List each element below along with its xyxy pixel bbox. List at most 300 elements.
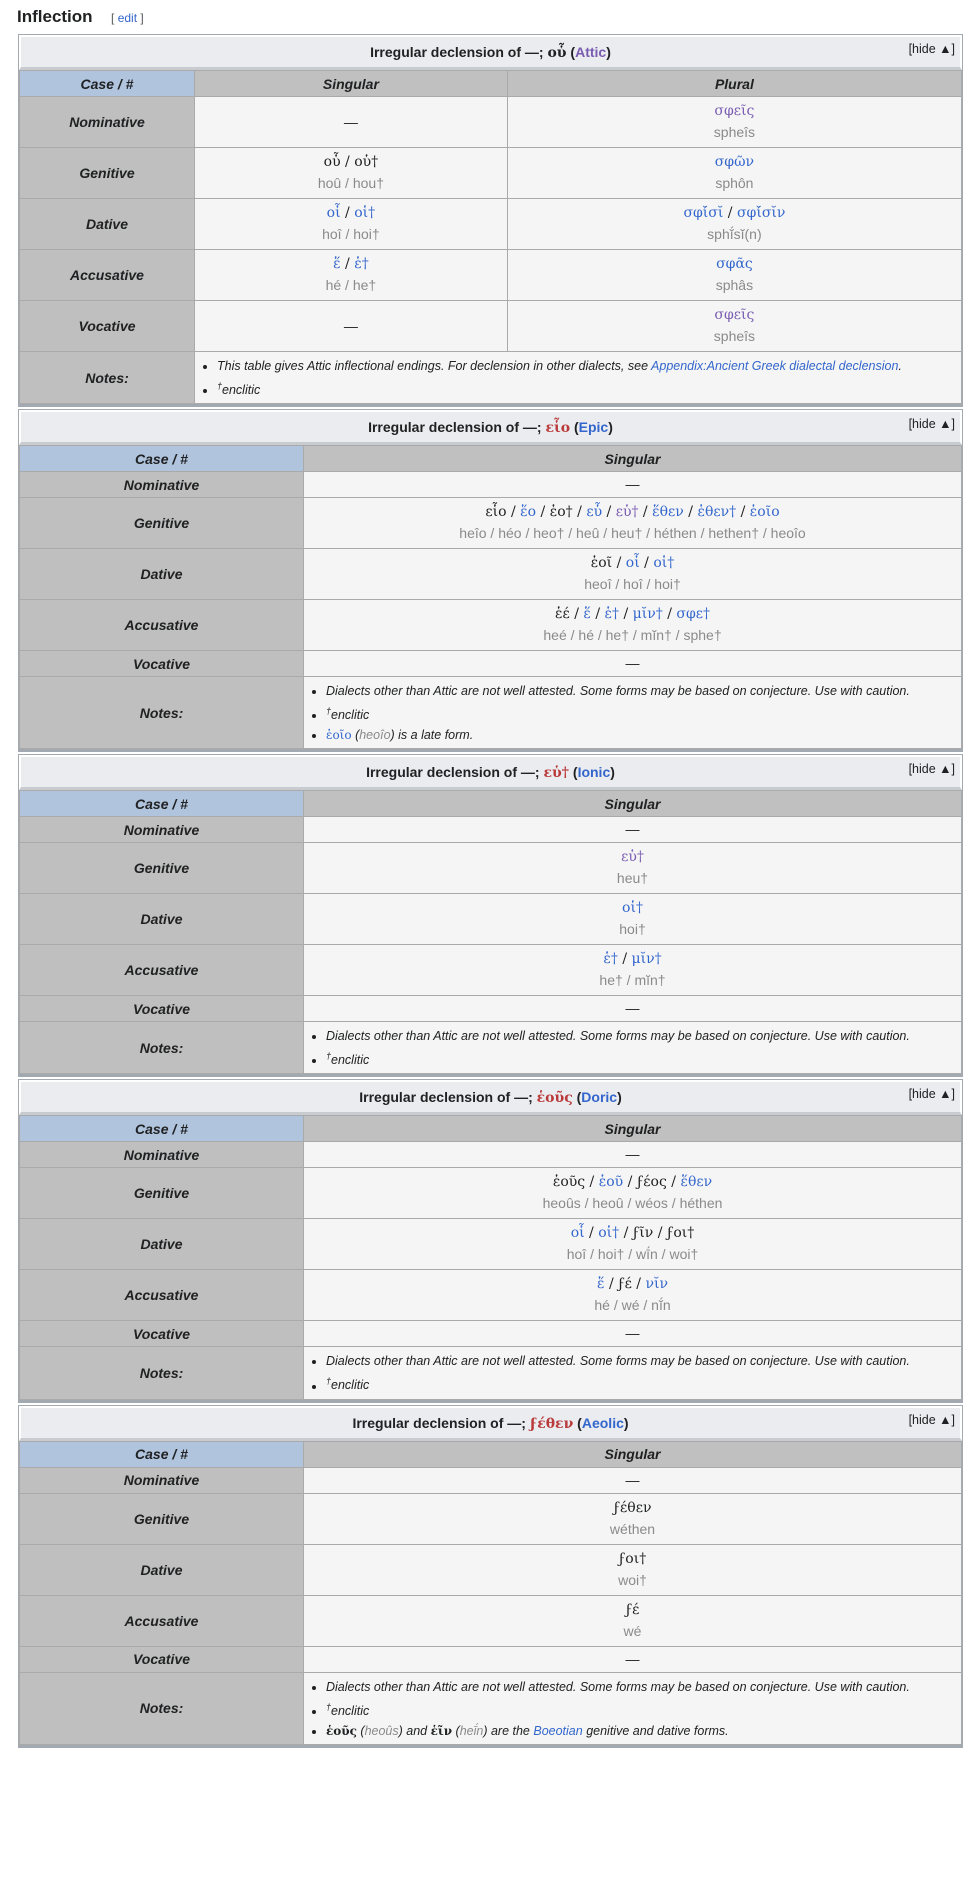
row-genitive <box>20 498 962 549</box>
row-nominative <box>20 817 962 843</box>
empty-dash: — <box>625 1000 640 1017</box>
form-text: οὑ† <box>354 154 379 170</box>
form-link[interactable]: ἕο <box>520 504 537 521</box>
edit-link[interactable]: edit <box>117 11 138 25</box>
form-cell <box>195 301 508 352</box>
form-link[interactable]: εἷο <box>545 420 571 437</box>
form-link[interactable]: ἑ† <box>603 951 618 968</box>
note-text: ) are the <box>483 1723 534 1738</box>
form-cell <box>304 945 962 996</box>
row-nominative <box>20 97 962 148</box>
note-item <box>217 376 955 400</box>
note-form-link[interactable]: ἑοῖο <box>326 728 352 743</box>
greek-forms <box>310 898 955 919</box>
note-text: ( <box>452 1723 460 1738</box>
row-nominative <box>20 472 962 498</box>
column-header-singular: Singular <box>304 1441 962 1467</box>
note-text: enclitic <box>331 1053 370 1068</box>
transliteration: hé / he† <box>325 277 377 293</box>
dagger-sup: † <box>326 1051 332 1062</box>
separator: / <box>683 504 698 521</box>
paren-open: ( <box>566 44 576 60</box>
row-accusative <box>20 945 962 996</box>
form-cell <box>507 250 961 301</box>
form-cell <box>304 1467 962 1493</box>
form-cell <box>304 843 962 894</box>
greek-forms <box>310 553 955 574</box>
separator: / <box>340 154 355 170</box>
case-label: Nominative <box>20 1142 304 1168</box>
case-label: Dative <box>20 1544 304 1595</box>
form-link[interactable]: ἑ† <box>604 606 620 623</box>
case-label: Genitive <box>20 843 304 894</box>
greek-forms <box>310 604 955 625</box>
row-notes <box>20 1672 962 1744</box>
notes-label: Notes: <box>20 352 195 404</box>
note-item <box>217 356 955 376</box>
note-item <box>326 1697 955 1721</box>
note-item <box>326 1351 955 1371</box>
headword <box>530 1416 573 1432</box>
greek-forms <box>310 949 955 970</box>
form-link[interactable]: εὑ† <box>621 849 644 866</box>
transliteration: he† / mĭn† <box>599 972 666 989</box>
paren-close: ) <box>610 764 615 781</box>
bracket-open: [ <box>111 11 118 25</box>
declension-grid <box>19 790 962 1074</box>
form-link[interactable]: μῐν† <box>631 951 662 968</box>
form-text: ϝέος <box>636 1174 667 1191</box>
form-cell <box>304 996 962 1022</box>
transliteration: sphôn <box>715 175 754 191</box>
notes-list <box>308 681 955 745</box>
note-form: ἑοῦς <box>326 1723 357 1738</box>
row-genitive <box>20 1168 962 1219</box>
form-link[interactable]: εὑ† <box>543 765 569 782</box>
form-cell <box>195 148 508 199</box>
row-genitive <box>20 148 962 199</box>
form-text: οὗ <box>323 154 341 170</box>
row-vocative <box>20 1321 962 1347</box>
form-cell <box>304 549 962 600</box>
greek-forms <box>310 1172 955 1193</box>
form-link[interactable]: ἑοῦς <box>536 1090 573 1107</box>
empty-dash: — <box>625 476 640 493</box>
empty-dash: — <box>625 1471 640 1488</box>
header-row <box>20 71 962 97</box>
form-cell <box>304 894 962 945</box>
form-link[interactable]: ἑοῖο <box>749 504 780 521</box>
notes-cell <box>304 677 962 749</box>
form-text: εἷο <box>485 504 507 521</box>
case-label: Nominative <box>20 1467 304 1493</box>
case-label: Accusative <box>20 945 304 996</box>
transliteration: hoî / hoi† / wī́n / woi† <box>566 1246 699 1263</box>
header-row <box>20 1441 962 1467</box>
separator: / <box>653 1225 667 1242</box>
form-cell <box>195 199 508 250</box>
empty-dash: — <box>625 1650 640 1667</box>
note-text: This table gives Attic inflectional endings. For declension in other dialects, see <box>217 359 652 373</box>
greek-forms <box>514 254 955 275</box>
dialect-link[interactable]: Attic <box>575 44 607 60</box>
hide-toggle[interactable]: [hide ▲] <box>908 42 955 56</box>
form-text: ἑο† <box>549 504 573 521</box>
case-label: Vocative <box>20 1646 304 1672</box>
note-item <box>326 1371 955 1395</box>
greek-forms <box>310 1223 955 1244</box>
greek-forms <box>310 847 955 868</box>
separator: / <box>340 205 355 221</box>
form-cell <box>304 817 962 843</box>
case-label: Dative <box>20 549 304 600</box>
notes-cell <box>195 352 962 404</box>
form-link[interactable]: οἱ† <box>653 555 675 572</box>
form-text: ἑοῖ <box>590 555 613 572</box>
table-title <box>19 1406 962 1441</box>
title-prefix: Irregular declension of —; <box>359 1089 537 1106</box>
empty-dash: — <box>625 1325 640 1342</box>
greek-forms <box>310 1498 955 1519</box>
dialect-link[interactable]: Aeolic <box>581 1414 624 1431</box>
note-text: enclitic <box>222 383 261 398</box>
row-dative <box>20 1544 962 1595</box>
form-cell <box>195 97 508 148</box>
row-nominative <box>20 1467 962 1493</box>
form-link[interactable]: σφῐ́σῐ <box>683 205 724 221</box>
greek-forms <box>310 1549 955 1570</box>
notes-list <box>199 356 955 400</box>
headword <box>547 45 566 61</box>
notes-list <box>308 1677 955 1741</box>
greek-forms <box>310 502 955 523</box>
notes-cell <box>304 1672 962 1744</box>
form-link[interactable]: οἷ <box>326 205 341 221</box>
case-label: Nominative <box>20 472 304 498</box>
form-cell <box>304 1595 962 1646</box>
form-text: ἑέ <box>554 606 570 623</box>
row-accusative <box>20 600 962 651</box>
declension-table-ionic <box>18 754 963 1077</box>
note-item <box>326 1677 955 1697</box>
form-link[interactable]: ἑ† <box>354 256 369 272</box>
note-text: ) is a late form. <box>390 728 474 743</box>
column-header-singular: Singular <box>304 791 962 817</box>
form-link[interactable]: ἕ <box>583 606 591 623</box>
form-cell <box>304 1321 962 1347</box>
edit-section <box>111 11 144 25</box>
column-header-singular: Singular <box>304 446 962 472</box>
form-link[interactable]: σφε† <box>676 606 711 623</box>
separator: / <box>536 504 550 521</box>
form-link[interactable]: ἕ <box>596 1276 605 1293</box>
dagger-sup: † <box>326 1376 332 1387</box>
title-prefix: Irregular declension of —; <box>352 1414 530 1431</box>
greek-forms <box>201 254 501 275</box>
row-notes <box>20 1022 962 1074</box>
note-item <box>326 681 955 701</box>
form-text: ἑοῦς <box>552 1174 586 1191</box>
form-cell <box>507 148 961 199</box>
row-dative <box>20 199 962 250</box>
transliteration: hoî / hoi† <box>322 226 380 242</box>
case-header: Case / # <box>20 1441 304 1467</box>
separator: / <box>662 606 677 623</box>
case-label: Dative <box>20 894 304 945</box>
paren-close: ) <box>608 419 613 436</box>
hide-toggle[interactable]: [hide ▲] <box>908 1412 955 1427</box>
dialect-link[interactable]: Ionic <box>577 764 611 781</box>
form-cell <box>304 1142 962 1168</box>
dialect-link[interactable]: Doric <box>581 1089 618 1106</box>
transliteration: heoî / hoî / hoi† <box>584 576 681 593</box>
form-link[interactable]: ϝέθεν <box>529 1415 574 1432</box>
note-translit: heoûs <box>364 1723 399 1738</box>
paren-close: ) <box>617 1089 622 1106</box>
form-link[interactable]: σφᾶς <box>716 256 753 272</box>
form-link[interactable]: ἑοῦ <box>598 1174 624 1191</box>
form-link[interactable]: οἷ <box>625 555 640 572</box>
note-text: ( <box>356 1723 365 1738</box>
row-vocative <box>20 651 962 677</box>
greek-forms <box>514 101 955 122</box>
form-cell <box>304 498 962 549</box>
case-label: Accusative <box>20 250 195 301</box>
case-label: Vocative <box>20 301 195 352</box>
case-label: Accusative <box>20 600 304 651</box>
empty-dash: — <box>343 113 358 130</box>
case-label: Genitive <box>20 498 304 549</box>
form-text: ϝοι† <box>666 1225 695 1242</box>
form-link[interactable]: εὑ† <box>615 504 639 521</box>
separator: / <box>623 1174 637 1191</box>
column-header-singular: Singular <box>195 71 508 97</box>
greek-forms <box>310 1600 955 1621</box>
form-text: οὗ <box>547 45 567 61</box>
note-text: genitive and dative forms. <box>582 1723 729 1738</box>
row-notes <box>20 677 962 749</box>
notes-label: Notes: <box>20 677 304 749</box>
dagger-sup: † <box>326 706 332 717</box>
row-notes <box>20 352 962 404</box>
note-item <box>326 1026 955 1046</box>
case-header: Case / # <box>20 791 304 817</box>
form-cell <box>507 301 961 352</box>
transliteration: heoûs / heoû / wéos / héthen <box>542 1195 723 1212</box>
form-cell <box>304 651 962 677</box>
case-label: Vocative <box>20 1321 304 1347</box>
empty-dash: — <box>343 317 358 334</box>
separator: / <box>736 504 750 521</box>
form-link[interactable]: οἱ† <box>622 900 643 917</box>
separator: / <box>585 1174 599 1191</box>
note-text: Dialects other than Attic are not well attested. Some forms may be based on conjecture. Use with caution. <box>326 1354 910 1369</box>
form-cell <box>304 1168 962 1219</box>
separator: / <box>340 256 355 272</box>
table-title <box>19 1080 962 1115</box>
declension-table-epic <box>18 409 963 752</box>
header-row <box>20 1116 962 1142</box>
declension-grid <box>19 1115 962 1399</box>
form-link[interactable]: ἕθεν <box>652 504 684 521</box>
separator: / <box>602 504 616 521</box>
note-text: enclitic <box>331 708 370 723</box>
note-text: enclitic <box>331 1378 370 1393</box>
form-link[interactable]: εὗ <box>586 504 603 521</box>
form-text: ϝέ <box>618 1276 632 1293</box>
table-title <box>19 35 962 70</box>
paren-open: ( <box>572 1089 582 1106</box>
case-header: Case / # <box>20 1116 304 1142</box>
separator: / <box>569 606 584 623</box>
form-link[interactable]: ἕ <box>333 256 341 272</box>
row-genitive <box>20 843 962 894</box>
case-label: Genitive <box>20 1493 304 1544</box>
transliteration: hé / wé / nĭ́n <box>594 1297 671 1314</box>
separator: / <box>619 1225 633 1242</box>
column-header-singular: Singular <box>304 1116 962 1142</box>
notes-label: Notes: <box>20 1672 304 1744</box>
paren-open: ( <box>569 764 578 781</box>
form-text: ϝοι† <box>618 1550 647 1567</box>
notes-label: Notes: <box>20 1022 304 1074</box>
section-heading <box>0 0 979 34</box>
form-link[interactable]: ἕθεν <box>680 1174 713 1191</box>
form-link[interactable]: ἑθεν† <box>697 504 737 521</box>
declension-table-doric <box>18 1079 963 1402</box>
header-row <box>20 446 962 472</box>
separator: / <box>723 205 737 221</box>
note-text: Dialects other than Attic are not well attested. Some forms may be based on conjecture. Use with caution. <box>326 1679 910 1694</box>
transliteration: heé / hé / he† / mĭn† / sphe† <box>543 627 722 644</box>
form-link[interactable]: νῐν <box>645 1276 668 1293</box>
table-title <box>19 410 962 445</box>
note-form: ἑῖν <box>430 1723 453 1738</box>
form-link[interactable]: σφῶν <box>714 154 755 170</box>
row-genitive <box>20 1493 962 1544</box>
row-accusative <box>20 1270 962 1321</box>
form-cell <box>195 250 508 301</box>
row-notes <box>20 1347 962 1399</box>
separator: / <box>590 606 605 623</box>
case-label: Accusative <box>20 1270 304 1321</box>
paren-open: ( <box>570 419 579 436</box>
separator: / <box>604 1276 619 1293</box>
dagger-sup: † <box>217 381 223 391</box>
notes-cell <box>304 1347 962 1399</box>
form-link[interactable]: μῐν† <box>632 606 663 623</box>
declension-table-aeolic <box>18 1405 963 1748</box>
case-header: Case / # <box>20 71 195 97</box>
form-cell <box>304 1270 962 1321</box>
case-label: Dative <box>20 1219 304 1270</box>
form-link[interactable]: σφεῖς <box>714 307 755 323</box>
case-label: Vocative <box>20 996 304 1022</box>
form-link[interactable]: οἷ <box>570 1225 585 1242</box>
note-item <box>326 1721 955 1741</box>
headword <box>545 420 570 436</box>
separator: / <box>612 555 626 572</box>
transliteration: hoi† <box>619 921 646 938</box>
greek-forms <box>201 152 501 173</box>
form-link[interactable]: οἱ† <box>598 1225 620 1242</box>
transliteration: hoû / hou† <box>317 175 384 191</box>
dialect-link[interactable]: Epic <box>578 419 609 436</box>
greek-forms <box>514 152 955 173</box>
form-cell <box>507 199 961 250</box>
transliteration: sphâs <box>715 277 754 293</box>
case-label: Genitive <box>20 1168 304 1219</box>
case-label: Dative <box>20 199 195 250</box>
note-translit: heoîo <box>359 728 391 743</box>
declension-table-attic <box>18 34 963 407</box>
hide-toggle[interactable]: [hide ▲] <box>908 1087 955 1102</box>
form-cell <box>304 600 962 651</box>
title-prefix: Irregular declension of —; <box>368 419 546 436</box>
declension-tables <box>18 34 963 1748</box>
title-prefix: Irregular declension of —; <box>366 764 544 781</box>
paren-open: ( <box>573 1414 582 1431</box>
form-text: ϝέ <box>625 1601 640 1618</box>
transliteration: wé <box>623 1622 642 1639</box>
hide-toggle[interactable]: [hide ▲] <box>908 762 955 777</box>
row-dative <box>20 894 962 945</box>
paren-close: ) <box>623 1414 629 1431</box>
separator: / <box>617 951 632 968</box>
notes-cell <box>304 1022 962 1074</box>
declension-grid <box>19 445 962 749</box>
column-header-plural: Plural <box>507 71 961 97</box>
transliteration: heîo / héo / heo† / heû / heu† / héthen / hethen† / heoîo <box>459 525 806 542</box>
note-text: ) and <box>398 1723 431 1738</box>
case-label: Accusative <box>20 1595 304 1646</box>
form-link[interactable]: σφεῖς <box>714 103 755 119</box>
note-text: . <box>898 359 902 373</box>
form-cell <box>304 1646 962 1672</box>
notes-label: Notes: <box>20 1347 304 1399</box>
separator: / <box>666 1174 681 1191</box>
notes-list <box>308 1026 955 1070</box>
form-text: ϝέθεν <box>613 1499 652 1516</box>
dagger-sup: † <box>326 1701 332 1712</box>
hide-toggle[interactable]: [hide ▲] <box>908 417 955 432</box>
empty-dash: — <box>625 821 640 838</box>
declension-grid <box>19 70 962 404</box>
form-text: ϝῖν <box>632 1225 654 1242</box>
headword <box>537 1090 573 1106</box>
note-link[interactable]: Appendix:Ancient Greek dialectal declension <box>651 359 899 373</box>
row-dative <box>20 1219 962 1270</box>
transliteration: wéthen <box>609 1520 656 1537</box>
greek-forms <box>201 203 501 224</box>
row-vocative <box>20 301 962 352</box>
separator: / <box>572 504 587 521</box>
row-dative <box>20 549 962 600</box>
row-vocative <box>20 996 962 1022</box>
case-label: Genitive <box>20 148 195 199</box>
empty-dash: — <box>625 655 640 672</box>
bracket-close: ] <box>137 11 144 25</box>
greek-forms <box>514 203 955 224</box>
case-label: Nominative <box>20 97 195 148</box>
separator: / <box>631 1276 646 1293</box>
row-nominative <box>20 1142 962 1168</box>
declension-grid <box>19 1441 962 1745</box>
form-link[interactable]: οἱ† <box>354 205 376 221</box>
note-link[interactable]: Boeotian <box>533 1723 583 1738</box>
headword <box>543 765 569 781</box>
form-link[interactable]: σφῐ́σῐν <box>736 205 786 221</box>
